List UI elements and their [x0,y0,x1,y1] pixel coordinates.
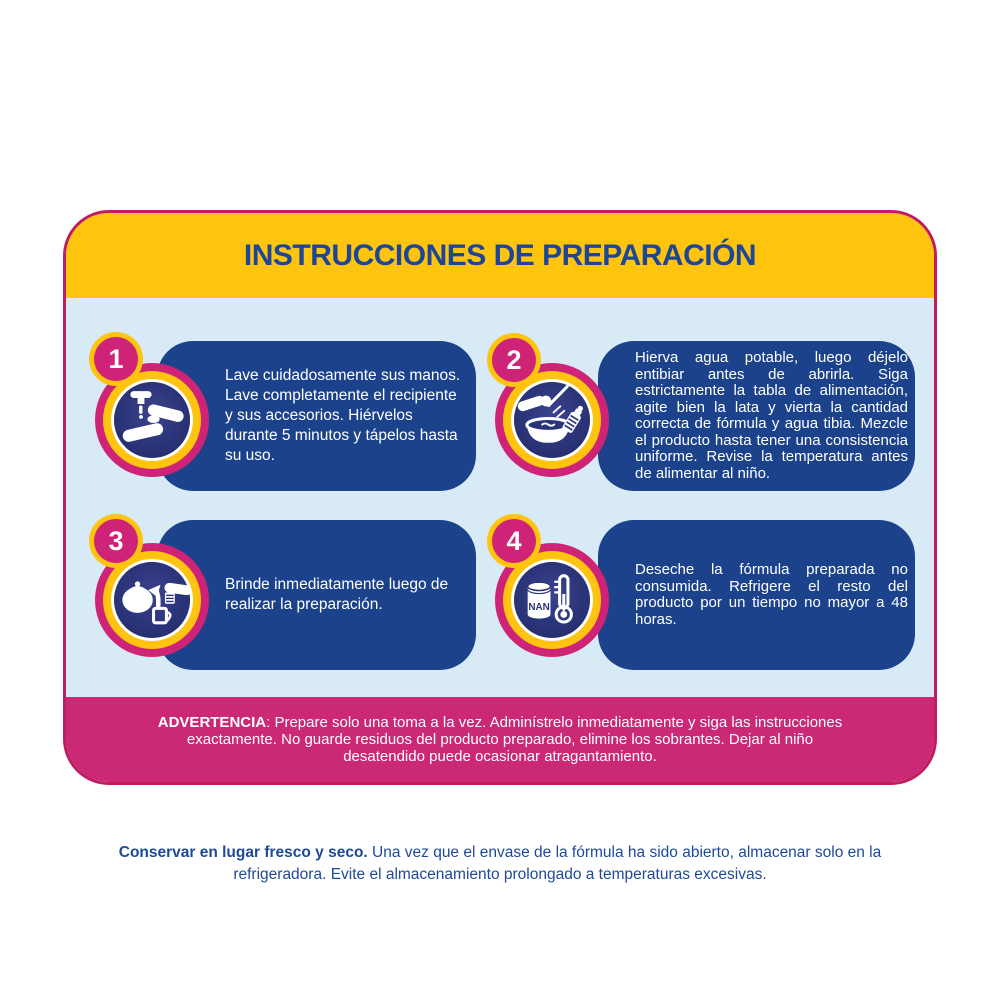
step-2-number: 2 [506,344,522,375]
step-1-text: Lave cuidadosamente sus manos. Lave completamente el recipiente y sus accesorios. Hiérvelos durante 5 minutos y tápelos hasta su uso. [225,367,461,464]
step-1-number: 1 [108,343,124,374]
step-2-box [598,341,915,491]
step-1-box [157,341,476,491]
step-4-text: Deseche la fórmula preparada no consumida. Refrigere el resto del producto por un tiempo no mayor a 48 horas. [635,561,908,628]
pouring-kettle-icon [114,562,190,638]
instructions-card [63,210,937,785]
card-header [66,213,934,298]
step-3-number-badge [94,519,138,563]
step-1-number-badge [94,337,138,381]
warning-label: ADVERTENCIA [157,714,267,731]
step-2-number-badge [492,338,536,382]
storage-note-rest: Una vez que el envase de la fórmula ha sido abierto, almacenar solo en la refrigeradora. Evite el almacenamiento prolongado a temperaturas excesivas. [233,844,882,883]
step-2-text: Hierva agua potable, luego déjelo entibiar antes de abrirla. Siga estrictamente la tabla de alimentación, agite bien la lata y vierta la cantidad correcta de fórmula y agua tibia. Mezcle el producto hasta tener una consistencia uniforme. Revise la temperatura antes de alimentar al niño. [635,349,908,482]
storage-note-bold: Conservar en lugar fresco y seco. [118,844,368,861]
step-4-box [598,520,915,670]
warning-text: ADVERTENCIA: Prepare solo una toma a la vez. Adminístrelo inmediatamente y siga las instrucciones exactamente. No guarde residuos del producto preparado, elimine los sobrantes. Dejar al niño desatendido puede ocasionar atragantamiento. [157,714,843,765]
step-4-number-badge [492,519,536,563]
step-3-text: Brinde inmediatamente luego de realizar la preparación. [225,576,449,613]
mixing-bowl-icon [514,382,590,458]
can-label: NAN [528,601,550,613]
washing-hands-icon [114,382,190,458]
page-title: INSTRUCCIONES DE PREPARACIÓN [243,238,757,272]
step-3-number: 3 [108,525,124,556]
warning-banner [66,697,934,782]
step-3-box [157,520,476,670]
step-4-number: 4 [506,525,522,556]
can-thermometer-icon [514,562,590,638]
storage-note [95,842,905,886]
